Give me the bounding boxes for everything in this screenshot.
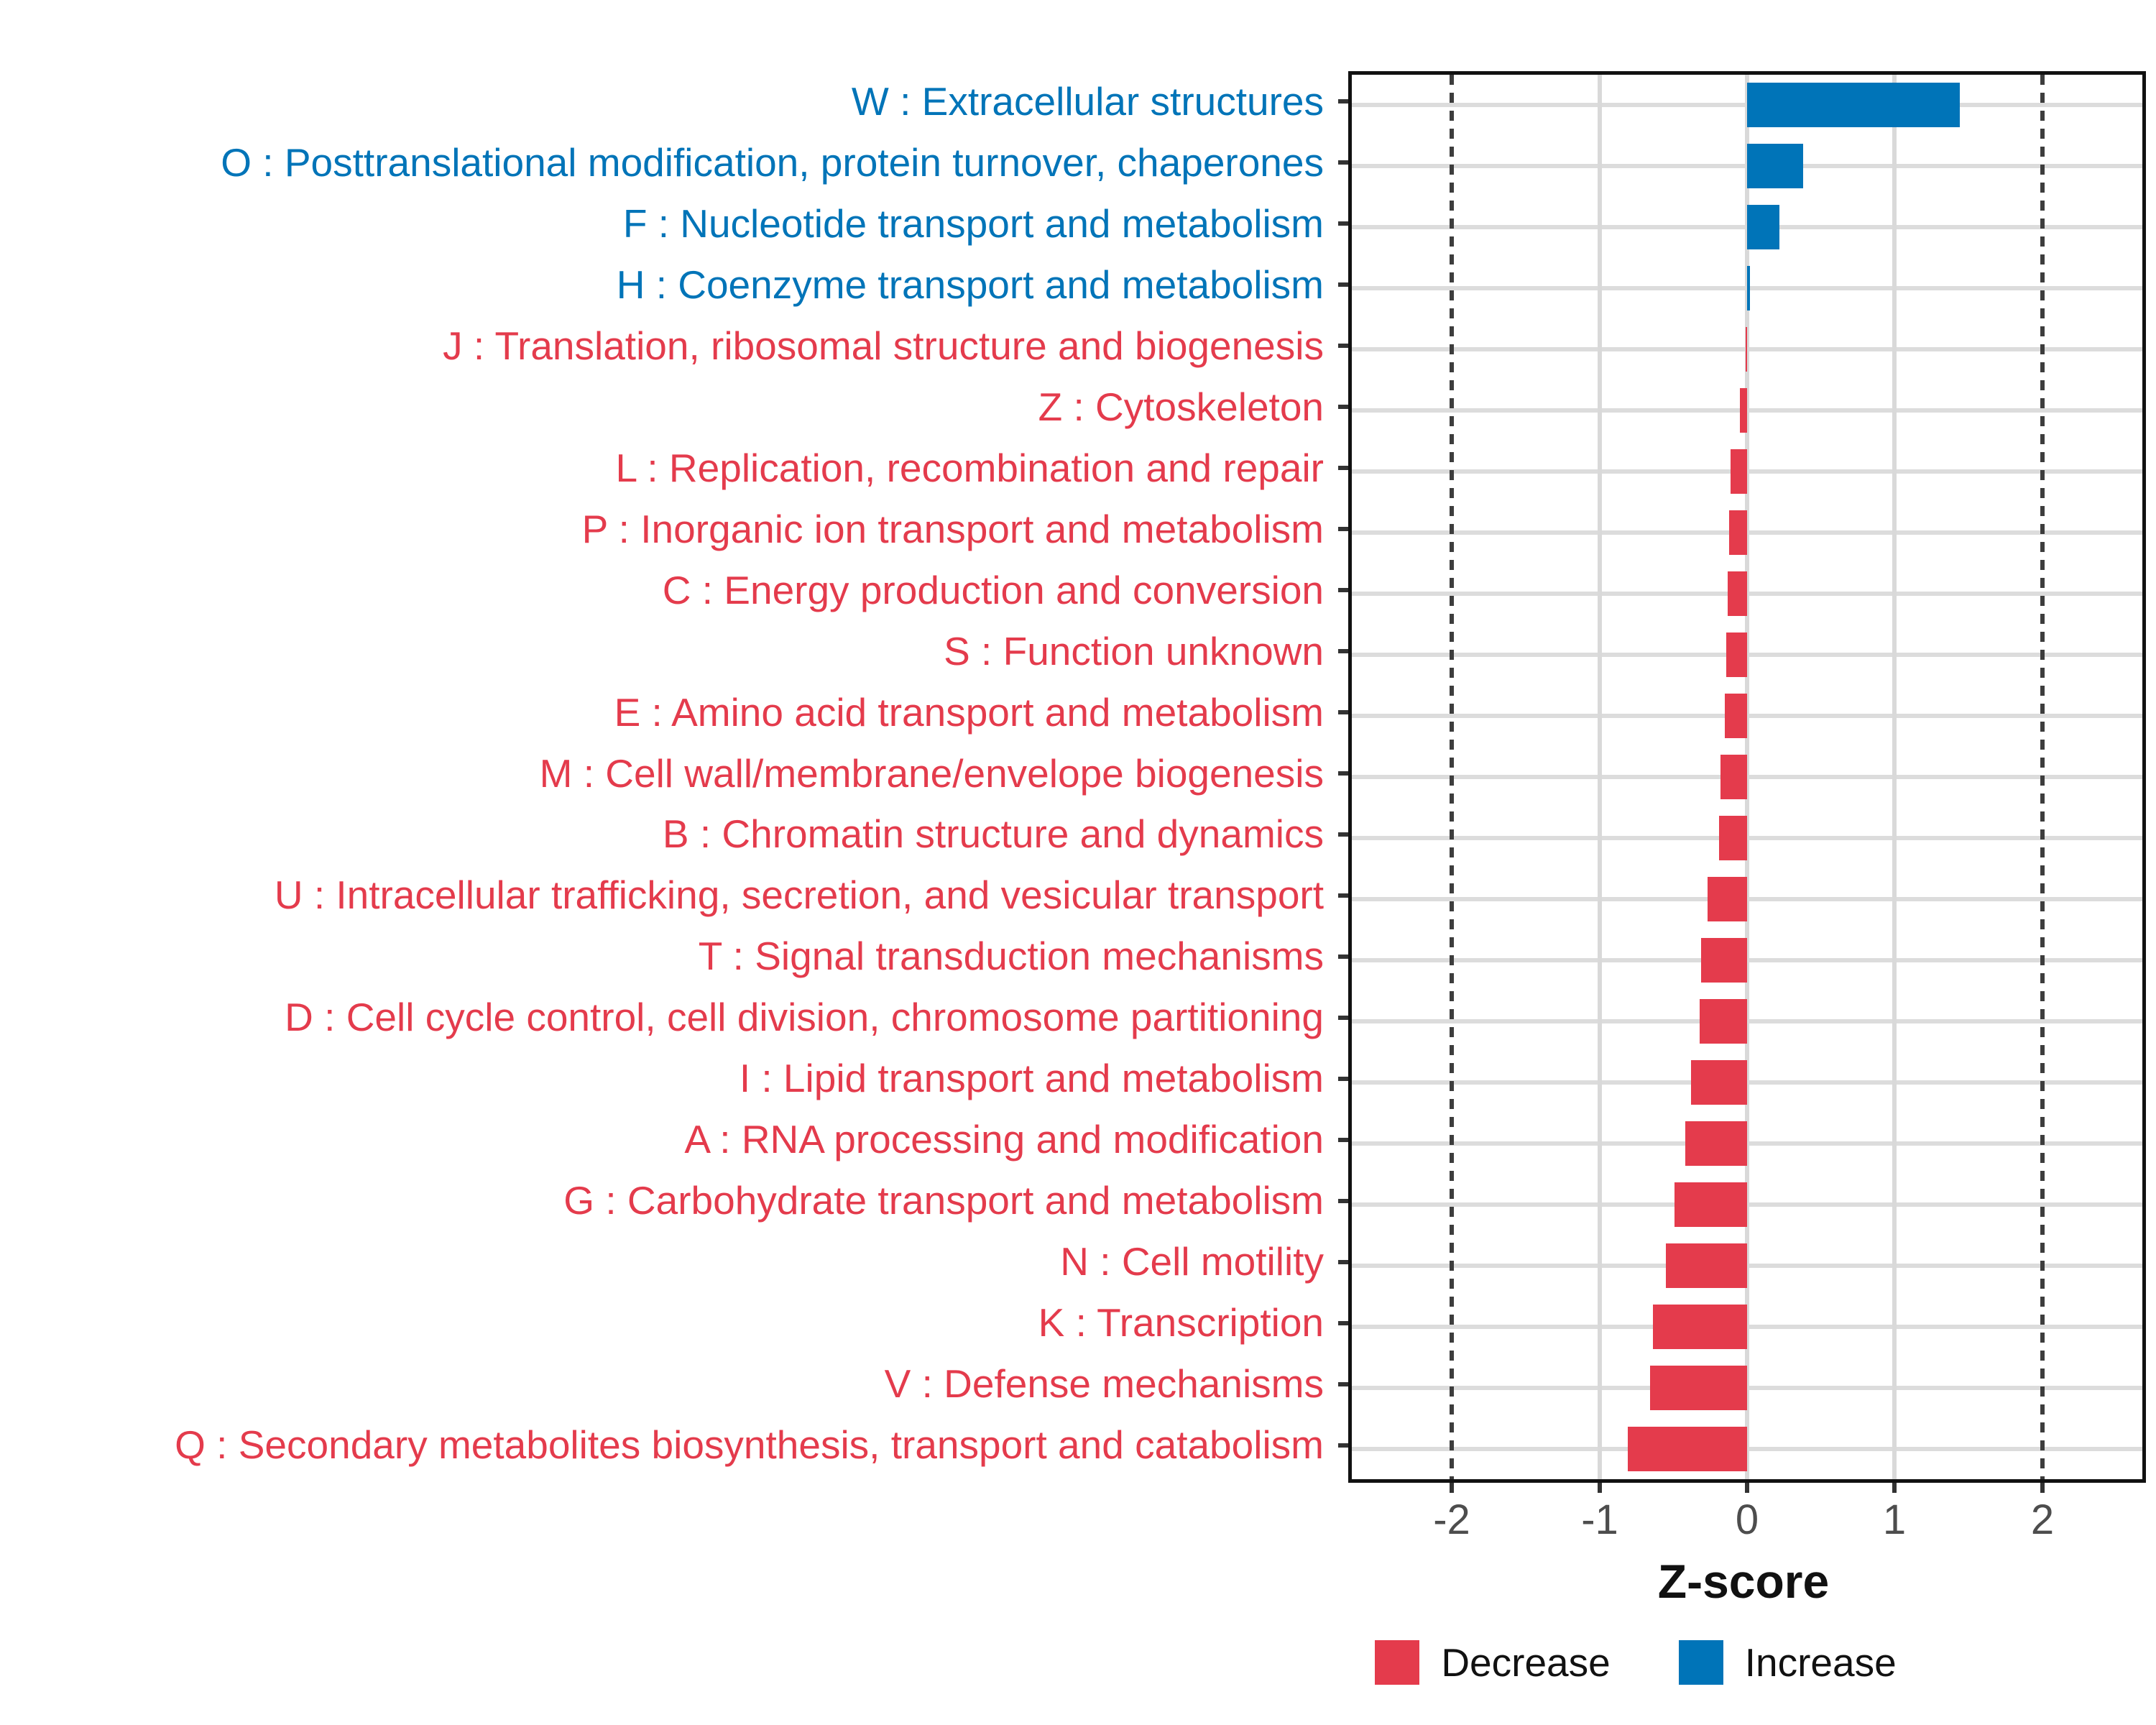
- y-tick: [1338, 1016, 1348, 1020]
- bar: [1729, 510, 1747, 555]
- bar: [1747, 83, 1960, 127]
- gridline-vertical: [1598, 75, 1602, 1479]
- y-tick: [1338, 160, 1348, 165]
- bar: [1650, 1366, 1747, 1410]
- category-label: G : Carbohydrate transport and metabolism: [563, 1178, 1324, 1223]
- legend-item-increase: [1679, 1640, 1897, 1685]
- category-label: I : Lipid transport and metabolism: [739, 1056, 1324, 1100]
- category-label: Z : Cytoskeleton: [1038, 385, 1324, 429]
- x-tick: [1598, 1483, 1602, 1493]
- y-tick: [1338, 1260, 1348, 1264]
- bar: [1701, 938, 1747, 983]
- category-label: N : Cell motility: [1060, 1239, 1324, 1284]
- category-label: K : Transcription: [1038, 1300, 1324, 1345]
- x-axis-title: Z-score: [1657, 1555, 1830, 1608]
- y-tick: [1338, 649, 1348, 653]
- category-label: C : Energy production and conversion: [662, 568, 1324, 612]
- bar: [1653, 1305, 1747, 1349]
- y-tick: [1338, 1443, 1348, 1448]
- y-tick: [1338, 771, 1348, 776]
- bar: [1747, 144, 1803, 188]
- category-label: E : Amino acid transport and metabolism: [614, 690, 1324, 735]
- y-tick: [1338, 344, 1348, 348]
- category-label: T : Signal transduction mechanisms: [698, 934, 1324, 978]
- y-tick: [1338, 1138, 1348, 1142]
- y-tick: [1338, 588, 1348, 592]
- x-tick: [1450, 1483, 1454, 1493]
- y-tick: [1338, 1077, 1348, 1081]
- y-tick: [1338, 282, 1348, 287]
- category-label: Q : Secondary metabolites biosynthesis, transport and catabolism: [175, 1422, 1324, 1467]
- bar: [1700, 999, 1747, 1044]
- bar: [1726, 632, 1747, 677]
- category-label: A : RNA processing and modification: [684, 1117, 1324, 1162]
- reference-line-dashed: [1450, 75, 1454, 1479]
- legend-swatch-decrease: [1375, 1640, 1419, 1685]
- bar: [1746, 327, 1747, 372]
- bar: [1628, 1427, 1747, 1471]
- x-tick: [2040, 1483, 2045, 1493]
- bar: [1666, 1243, 1747, 1288]
- bar: [1725, 694, 1747, 738]
- bar: [1747, 205, 1779, 249]
- bar: [1731, 449, 1747, 494]
- legend-label: Decrease: [1441, 1640, 1611, 1685]
- reference-line-dashed: [2040, 75, 2045, 1479]
- y-tick: [1338, 710, 1348, 714]
- category-label: F : Nucleotide transport and metabolism: [622, 201, 1324, 246]
- gridline-vertical: [1892, 75, 1897, 1479]
- x-tick-label: 0: [1735, 1496, 1759, 1543]
- y-tick: [1338, 99, 1348, 104]
- x-tick-label: 2: [2030, 1496, 2055, 1543]
- y-tick: [1338, 1382, 1348, 1386]
- bar: [1720, 755, 1747, 799]
- category-label: W : Extracellular structures: [851, 79, 1324, 124]
- x-tick-label: -2: [1433, 1496, 1470, 1543]
- category-label: U : Intracellular trafficking, secretion, and vesicular transport: [274, 873, 1324, 917]
- category-label: B : Chromatin structure and dynamics: [662, 811, 1324, 856]
- x-tick: [1745, 1483, 1749, 1493]
- category-label: O : Posttranslational modification, protein turnover, chaperones: [221, 140, 1324, 185]
- y-tick: [1338, 1321, 1348, 1325]
- y-tick: [1338, 527, 1348, 531]
- y-tick: [1338, 466, 1348, 470]
- x-tick: [1892, 1483, 1897, 1493]
- bar: [1728, 571, 1747, 616]
- category-label: M : Cell wall/membrane/envelope biogenesis: [539, 751, 1324, 796]
- x-tick-label: 1: [1882, 1496, 1907, 1543]
- bar: [1719, 816, 1747, 860]
- legend-item-decrease: [1375, 1640, 1610, 1685]
- bar: [1740, 388, 1747, 433]
- category-label: D : Cell cycle control, cell division, chromosome partitioning: [285, 995, 1324, 1039]
- bar: [1708, 877, 1747, 921]
- category-label: P : Inorganic ion transport and metabolism: [581, 507, 1324, 551]
- category-label: S : Function unknown: [944, 629, 1324, 673]
- legend-label: Increase: [1744, 1640, 1897, 1685]
- category-label: H : Coenzyme transport and metabolism: [616, 262, 1324, 307]
- plot-panel: [1348, 71, 2146, 1483]
- category-label: J : Translation, ribosomal structure and biogenesis: [443, 323, 1324, 368]
- legend-swatch-increase: [1679, 1640, 1723, 1685]
- legend: [1133, 1637, 2139, 1688]
- category-label: L : Replication, recombination and repair: [615, 446, 1324, 490]
- y-tick: [1338, 405, 1348, 409]
- category-label: V : Defense mechanisms: [884, 1361, 1324, 1406]
- bar: [1674, 1182, 1747, 1227]
- x-tick-label: -1: [1581, 1496, 1618, 1543]
- y-tick: [1338, 832, 1348, 837]
- bar: [1691, 1060, 1747, 1105]
- y-tick: [1338, 1199, 1348, 1203]
- bar: [1747, 266, 1750, 310]
- y-tick: [1338, 221, 1348, 226]
- y-tick: [1338, 893, 1348, 898]
- y-tick: [1338, 954, 1348, 959]
- bar: [1685, 1121, 1747, 1166]
